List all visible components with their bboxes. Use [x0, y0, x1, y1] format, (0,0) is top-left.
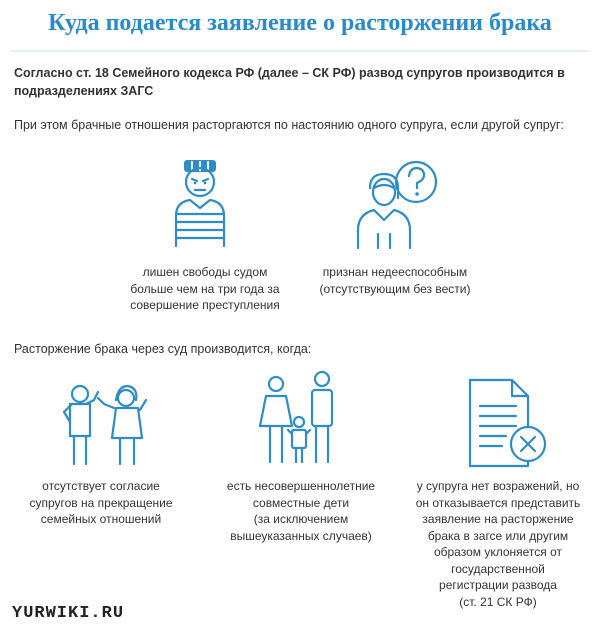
caption-no-consent	[14, 478, 188, 528]
caption-line: у супруга нет возражений, но	[416, 479, 580, 493]
caption-line: государственной	[451, 561, 545, 576]
caption-line: он отказывается представить	[415, 495, 581, 510]
section2-intro: Расторжение брака через суд производится, когда:	[14, 342, 312, 356]
caption-line: признан недееспособным	[322, 265, 468, 279]
rejected-document-icon	[466, 376, 550, 475]
caption-line: (отсутствующим без вести)	[319, 281, 471, 296]
caption-line: образом уклоняется от	[433, 545, 563, 559]
caption-prison	[110, 264, 300, 314]
caption-incapacitated	[302, 264, 488, 297]
section1-intro: При этом брачные отношения расторгаются по настоянию одного супруга, если другой супруг:	[14, 118, 564, 132]
caption-line: вышеуказанных случаев)	[230, 528, 372, 543]
caption-line: отсутствует согласие	[42, 479, 160, 493]
caption-line: совместные дети	[252, 495, 350, 510]
caption-line: совершение преступления	[130, 298, 280, 312]
caption-line: супругов на прекращение	[29, 495, 173, 510]
caption-line: есть несовершеннолетние	[226, 479, 376, 493]
caption-line: семейных отношений	[40, 512, 162, 526]
title-divider	[10, 50, 590, 52]
caption-line: (ст. 21 СК РФ)	[459, 594, 537, 609]
caption-line: заявление на расторжение	[422, 512, 574, 526]
caption-line: больше чем на три года за	[130, 281, 280, 296]
page-title: Куда подается заявление о расторжении брака	[48, 10, 552, 36]
lead-paragraph: Согласно ст. 18 Семейного кодекса РФ (далее – СК РФ) развод супругов производится в подразделениях ЗАГС	[14, 66, 565, 98]
caption-line: (за исключением	[253, 512, 349, 526]
confused-woman-icon	[354, 158, 440, 255]
caption-evasion	[400, 478, 596, 610]
arguing-couple-icon	[58, 378, 148, 473]
caption-line: брака в загсе или другим	[427, 528, 569, 543]
caption-children	[206, 478, 396, 544]
family-icon	[258, 370, 342, 471]
watermark: YURWIKI.RU	[12, 604, 125, 623]
caption-line: регистрации развода	[439, 578, 557, 592]
prisoner-icon	[170, 158, 230, 253]
caption-line: лишен свободы судом	[142, 265, 268, 279]
